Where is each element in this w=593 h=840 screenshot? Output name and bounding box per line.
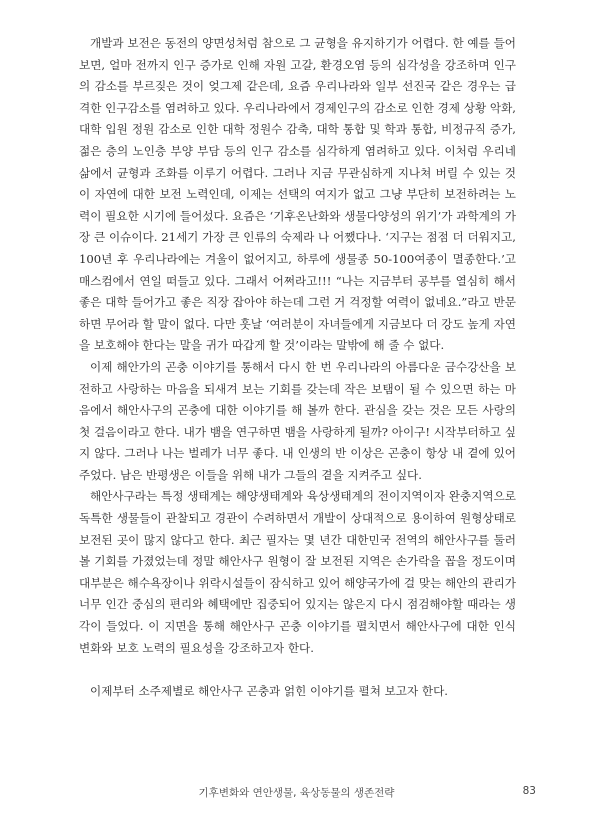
paragraph-sand-dunes: 해안사구라는 특정 생태계는 해양생태계와 육상생태계의 전이지역이자 완충지역으로 독특한 생물들이 관찰되고 경관이 수려하면서 개발이 상대적으로 용이하여 원형상태로 보전된 곳이 많지 않다고 한다. 최근 필자는 몇 년간 대한민국 전역의 해안사구를 둘러 볼 기회를 가졌었는데 정말 해안사구 원형이 잘 보전된 지역은 손가락을 꼽을 정도이며 대부분은 해수욕장이나 위락시설들이 잠식하고 있어 해양국가에 걸 맞는 해안의 관리가 너무 인간 중심의 편리와 혜택에만 집중되어 있지는 않은지 다시 점검해야할 때라는 생각이 들었다. 이 지면을 통해 해안사구 곤충 이야기를 펼치면서 해안사구에 대한 인식 변화와 보호 노력의 필요성을 강조하고자 한다. [79,489,516,655]
paragraph-closing: 이제부터 소주제별로 해안사구 곤충과 얽힌 이야기를 펼쳐 보고자 한다. [90,684,448,699]
running-footer-title: 기후변화와 연안생물, 육상동물의 생존전략 [198,787,395,799]
paragraph-intro: 개발과 보전은 동전의 양면성처럼 참으로 그 균형을 유지하기가 어렵다. 한 예를 들어보면, 얼마 전까지 인구 증가로 인해 자원 고갈, 환경오염 등의 심각성을 강조하며 인구의 감소를 부르짖은 것이 엊그제 같은데, 요즘 우리나라와 일부 선진국 같은 경우는 급격한 인구감소를 염려하고 있다. 우리나라에서 경제인구의 감소로 인한 경제 상황 악화, 대학 입원 정원 감소로 인한 대학 정원수 감축, 대학 통합 및 학과 통합, 비정규직 증가, 젊은 층의 노인층 부양 부담 등의 인구 감소를 심각하게 염려하고 있다. 이처럼 우리네 삶에서 균형과 조화를 이루기 어렵다. 그러나 지금 무관심하게 지나쳐 버릴 수 있는 것이 자연에 대한 보전 노력인데, 이제는 선택의 여지가 없고 그냥 부단히 보전하려는 노력이 필요한 시기에 들어섰다. 요즘은 ‘기후온난화와 생물다양성의 위기’가 과학계의 가장 큰 이슈이다. 21세기 가장 큰 인류의 숙제라 나 어쨌다나. ‘지구는 점점 더 더워지고, 100년 후 우리나라에는 겨울이 없어지고, 하루에 생물종 50-100여종이 멸종한다.’고 매스컴에서 연일 떠들고 있다. 그래서 어쩌라고!!! “나는 지금부터 공부를 열심히 해서 좋은 대학 들어가고 좋은 직장 잡아야 하는데 그런 거 걱정할 여력이 없네요.”라고 반문하면 무어라 할 말이 없다. 다만 훗날 ‘여러분이 자녀들에게 지금보다 더 강도 높게 자연을 보호해야 한다는 말을 귀가 따갑게 할 것’이라는 말밖에 해 줄 수 없다. [79,36,516,353]
body-text [79,33,516,703]
page-footer [0,783,593,803]
paragraph-coastal-insects: 이제 해안가의 곤충 이야기를 통해서 다시 한 번 우리나라의 아름다운 금수강산을 보전하고 사랑하는 마음을 되새겨 보는 기회를 갖는데 작은 보탬이 될 수 있으면 하는 마음에서 해안사구의 곤충에 대한 이야기를 해 볼까 한다. 관심을 갖는 것은 모든 사랑의 첫 걸음이라고 한다. 내가 뱀을 연구하면 뱀을 사랑하게 될까? 아이구! 시작부터하고 싶지 않다. 그러나 나는 벌레가 너무 좋다. 내 인생의 반 이상은 곤충이 항상 내 곁에 있어 주었다. 남은 반평생은 이들을 위해 내가 그들의 곁을 지켜주고 싶다. [79,359,516,482]
page-number: 83 [522,785,536,797]
